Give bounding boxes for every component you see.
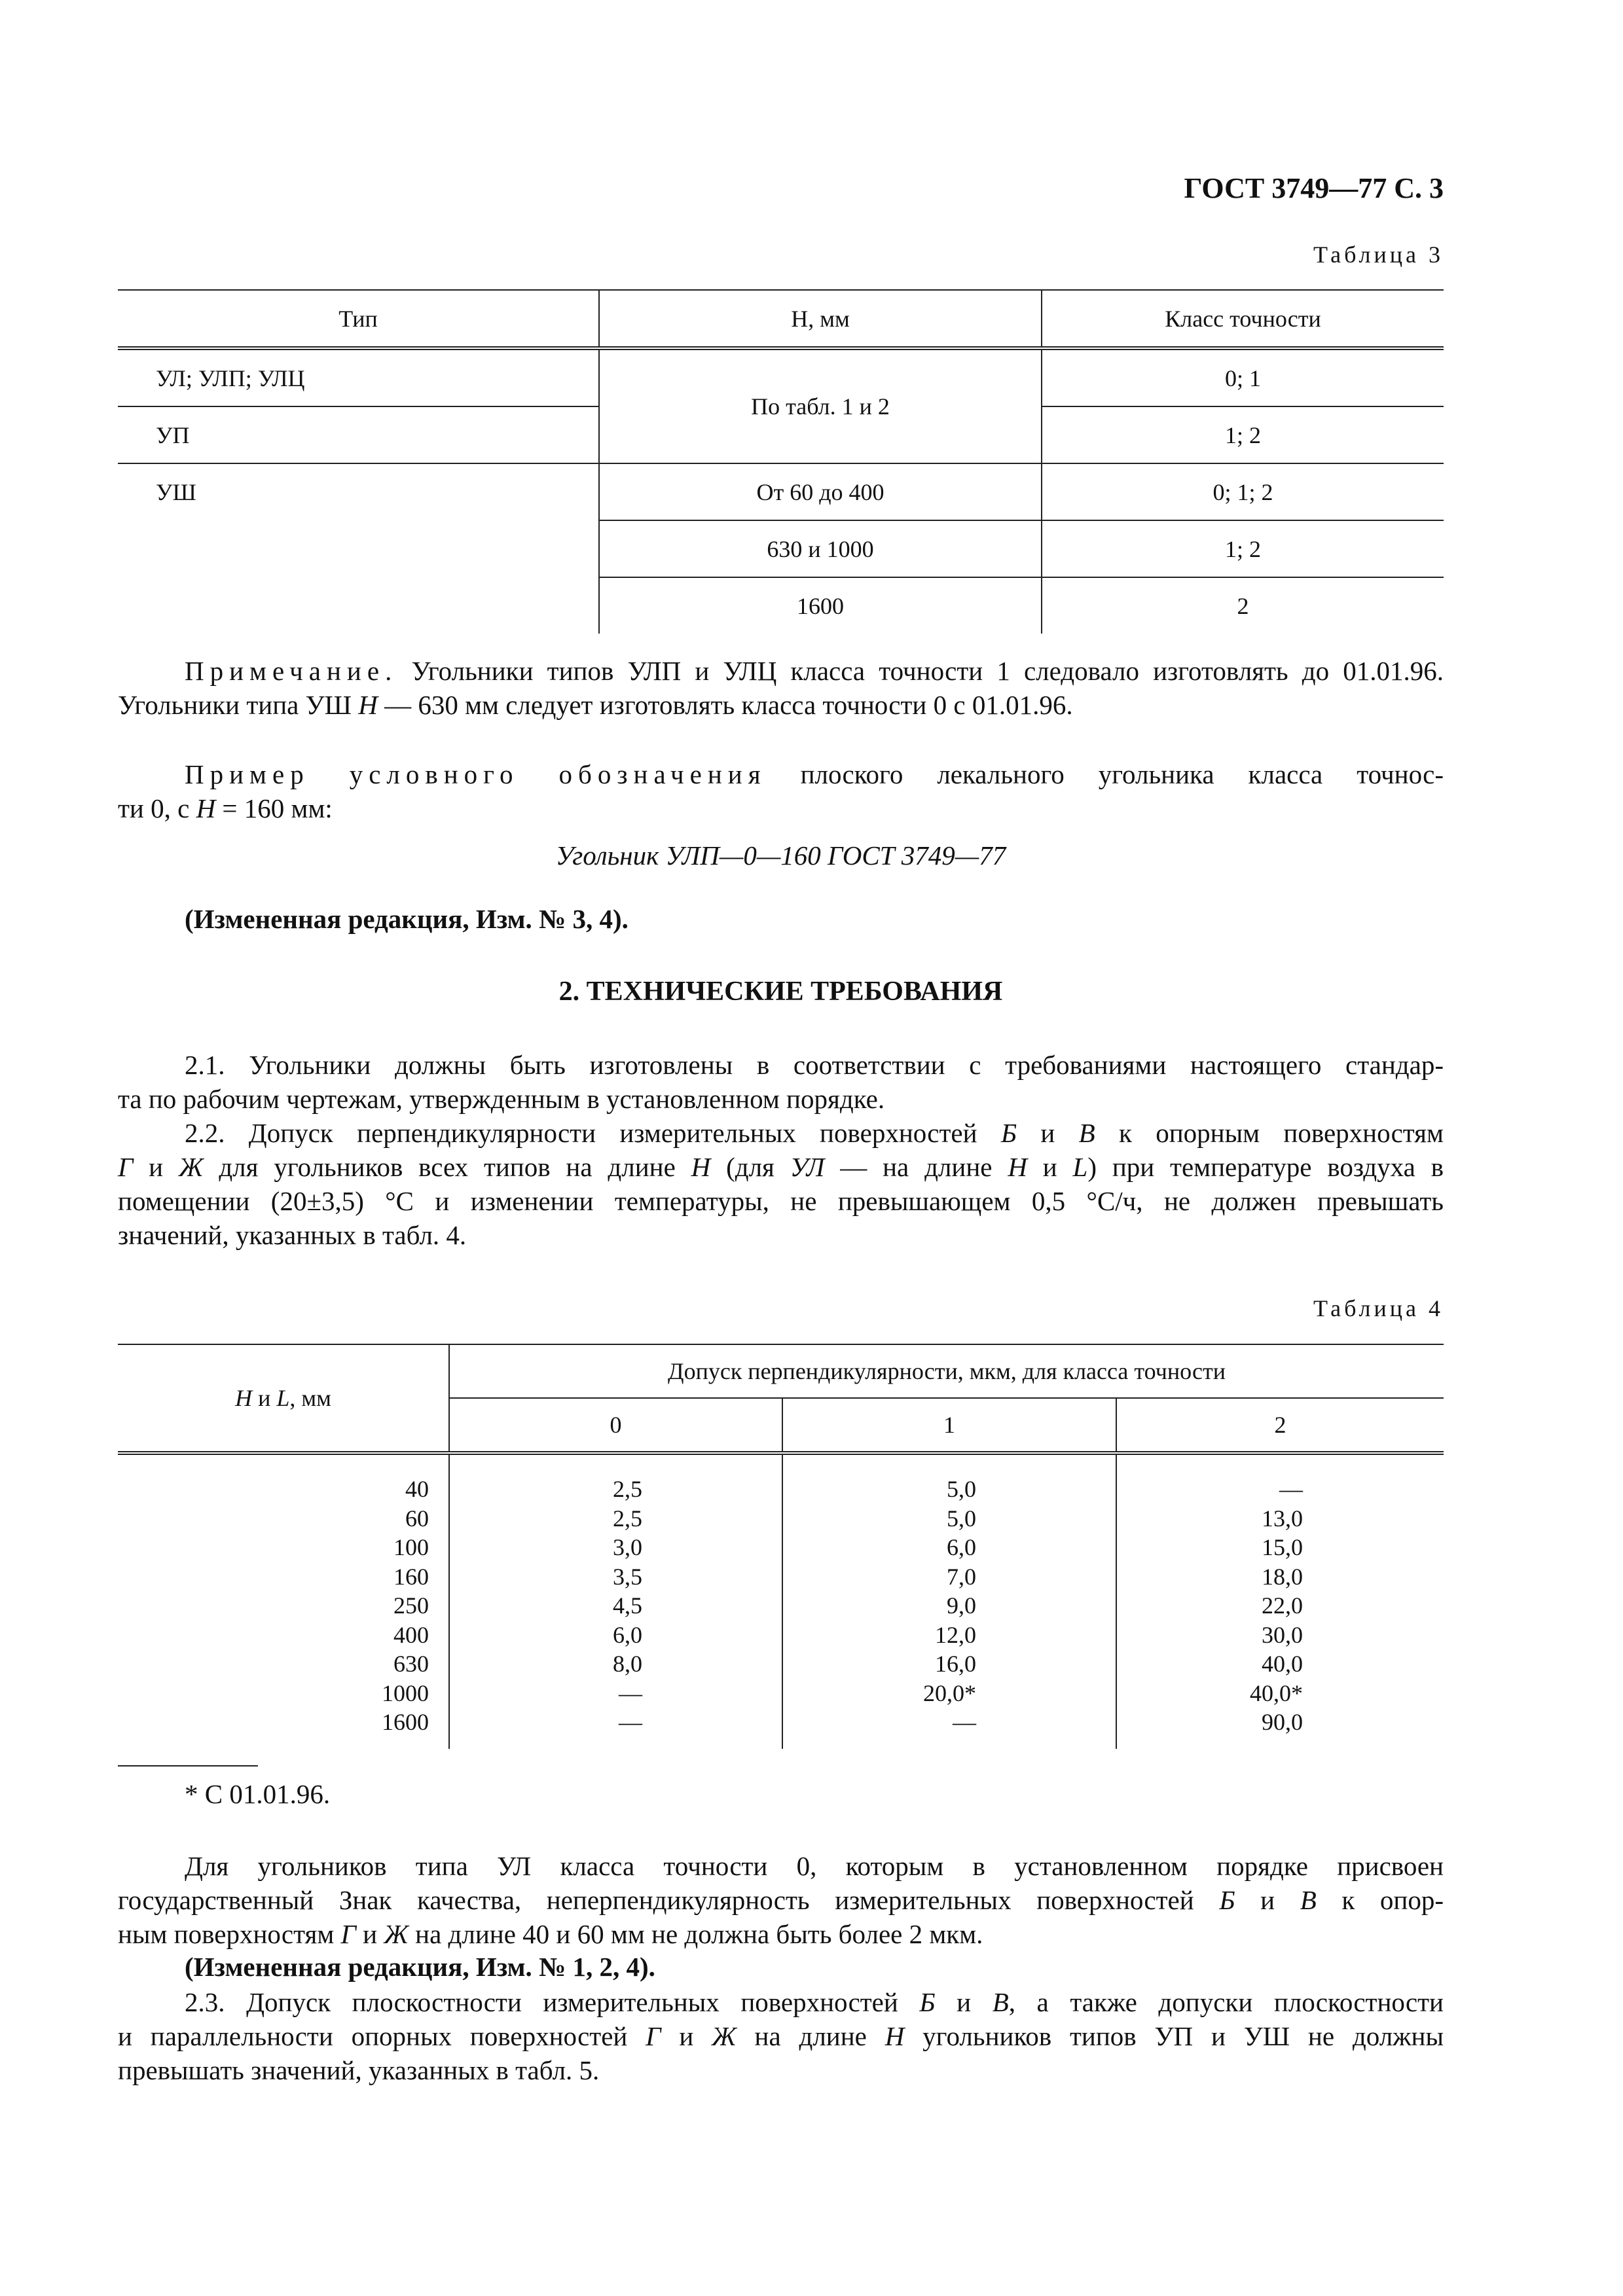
text-segment: и параллельности опорных поверхностей [118, 2021, 646, 2051]
table-row [118, 463, 1444, 520]
text-segment: ти 0, с [118, 793, 196, 823]
table-cell: 630 [393, 1651, 429, 1677]
table-cell: УП [118, 406, 599, 463]
table-cell: 60 [405, 1505, 429, 1532]
table-cell: УЛ; УЛП; УЛЦ [156, 365, 305, 391]
italic-symbol: Ж [384, 1919, 409, 1949]
table-cell: — [953, 1709, 976, 1735]
table4-class-2: 2 [1116, 1398, 1444, 1453]
table-cell: 400 [393, 1621, 429, 1648]
table-cell: 160 [393, 1563, 429, 1590]
italic-symbol: Б [1219, 1885, 1235, 1915]
text-line [118, 1849, 1444, 1883]
text-segment: Пример условного обозначения [185, 759, 767, 789]
text-line [118, 1082, 1444, 1116]
table-cell: 22,0 [1262, 1592, 1303, 1619]
table-cell: 13,0 [1262, 1505, 1303, 1532]
italic-symbol: В [992, 1987, 1009, 2017]
text-segment: и [935, 1987, 993, 2017]
table-cell: 40 [405, 1476, 429, 1502]
table-cell: 630 и 1000 [599, 520, 1042, 577]
text-segment: и [1027, 1152, 1073, 1182]
table3-header-class: Класс точности [1042, 290, 1444, 348]
text-segment: 2.1. Угольники должны быть изготовлены в соответствии с требованиями настоящего стандар- [185, 1050, 1444, 1080]
table-cell: 20,0* [923, 1679, 976, 1706]
table-cell: 40,0* [1250, 1679, 1303, 1706]
table4-col-class2 [1116, 1453, 1444, 1749]
italic-symbol: Ж [178, 1152, 204, 1182]
table-cell: 7,0 [947, 1563, 976, 1590]
italic-symbol: Ж [712, 2021, 737, 2051]
table4-class-1: 1 [782, 1398, 1116, 1453]
text-line [118, 757, 1444, 791]
text-segment: государственный Знак качества, неперпендикулярность измерительных поверхностей [118, 1885, 1220, 1915]
text-line [118, 2053, 1444, 2087]
table-cell: 1; 2 [1042, 406, 1444, 463]
italic-symbol: Н [1008, 1152, 1027, 1182]
table3 [118, 289, 1444, 634]
text-line [118, 2019, 1444, 2053]
text-line [118, 1883, 1444, 1917]
table-cell: 12,0 [935, 1621, 976, 1648]
page-header: ГОСТ 3749—77 С. 3 [1184, 172, 1444, 204]
table-cell: 90,0 [1262, 1709, 1303, 1735]
table-cell: 0; 1; 2 [1042, 463, 1444, 520]
table-cell: 1600 [599, 577, 1042, 634]
example-designation: Угольник УЛП—0—160 ГОСТ 3749—77 [555, 840, 1006, 870]
table-cell: 40,0 [1262, 1651, 1303, 1677]
paragraph-2-2 [118, 1116, 1444, 1252]
table4-col-hl [118, 1453, 449, 1749]
example-paragraph [118, 757, 1444, 825]
text-line [118, 1150, 1444, 1184]
section-title: 2. ТЕХНИЧЕСКИЕ ТРЕБОВАНИЯ [558, 977, 1003, 1007]
table4-label: Таблица 4 [1313, 1295, 1444, 1321]
text-segment: 2.3. Допуск плоскостности измерительных поверхностей [185, 1987, 920, 2017]
text-segment: и [1017, 1118, 1079, 1148]
table4-group-header: Допуск перпендикулярности, мкм, для класса точности [449, 1344, 1444, 1398]
table-cell: 100 [393, 1534, 429, 1560]
text-line [118, 1917, 1444, 1951]
text-segment: Угольники типа УШ [118, 690, 359, 720]
text-segment: — 630 мм следует изготовлять класса точности 0 с 01.01.96. [377, 690, 1073, 720]
italic-symbol: Г [340, 1919, 356, 1949]
table3-header-h: H, мм [599, 290, 1042, 348]
table-cell: — [619, 1679, 642, 1706]
table-cell: 2,5 [613, 1476, 642, 1502]
table-cell: 16,0 [935, 1651, 976, 1677]
table-cell: 18,0 [1262, 1563, 1303, 1590]
text-line [118, 688, 1444, 722]
paragraph-2-1 [118, 1048, 1444, 1116]
text-segment: та по рабочим чертежам, утвержденным в установленном порядке. [118, 1084, 885, 1114]
text-segment: — на длине [824, 1152, 1008, 1182]
table3-label: Таблица 3 [1313, 242, 1444, 268]
text-segment: плоского лекального угольника класса точнос- [766, 759, 1444, 789]
table-cell: От 60 до 400 [599, 463, 1042, 520]
amendment-note-1: (Измененная редакция, Изм. № 3, 4). [185, 904, 629, 934]
text-segment: для угольников всех типов на длине [203, 1152, 691, 1182]
table-cell: 3,0 [613, 1534, 642, 1560]
text-segment: и [356, 1919, 384, 1949]
table-cell: 1600 [382, 1709, 429, 1735]
italic-symbol: H [358, 690, 378, 720]
text-segment: на длине [736, 2021, 885, 2051]
text-segment: и [133, 1152, 179, 1182]
text-segment: Примечание. [185, 656, 398, 686]
italic-symbol: Б [919, 1987, 936, 2017]
text-line [118, 1184, 1444, 1218]
table-cell: 5,0 [947, 1505, 976, 1532]
text-line [118, 1116, 1444, 1150]
text-segment: значений, указанных в табл. 4. [118, 1220, 467, 1250]
text-line [118, 791, 1444, 825]
table-row [118, 348, 1444, 406]
table3-note [118, 654, 1444, 722]
italic-symbol: Н [884, 2021, 905, 2051]
table4-class-0: 0 [449, 1398, 782, 1453]
table-cell: 30,0 [1262, 1621, 1303, 1648]
table-cell: 3,5 [613, 1563, 642, 1590]
text-segment: 2.2. Допуск перпендикулярности измерительных поверхностей [185, 1118, 1001, 1148]
table-cell: 2 [1042, 577, 1444, 634]
text-segment: к опорным поверхностям [1095, 1118, 1444, 1148]
table-cell: 15,0 [1262, 1534, 1303, 1560]
table-cell: 5,0 [947, 1476, 976, 1502]
table4 [118, 1344, 1444, 1749]
footnote-divider [118, 1765, 258, 1767]
italic-symbol: В [1078, 1118, 1095, 1148]
table-cell: 6,0 [613, 1621, 642, 1648]
table-cell: — [1279, 1476, 1303, 1502]
table-cell: — [619, 1709, 642, 1735]
italic-symbol: УЛ [790, 1152, 825, 1182]
text-segment: превышать значений, указанных в табл. 5. [118, 2055, 600, 2085]
table-cell: 250 [393, 1592, 429, 1619]
table-cell: УШ [156, 479, 196, 505]
amendment-note-2: (Измененная редакция, Изм. № 1, 2, 4). [185, 1952, 655, 1982]
text-segment: и [661, 2021, 712, 2051]
table-cell: 8,0 [613, 1651, 642, 1677]
italic-symbol: Б [1000, 1118, 1017, 1148]
table-row [118, 1453, 1444, 1749]
text-line [118, 1048, 1444, 1082]
text-line [118, 654, 1444, 688]
text-segment: на длине 40 и 60 мм не должна быть более 2 мкм. [408, 1919, 983, 1949]
text-segment: и [1235, 1885, 1300, 1915]
footnote: * С 01.01.96. [185, 1779, 331, 1809]
italic-symbol: Н [691, 1152, 711, 1182]
text-line [118, 1985, 1444, 2019]
text-segment: Для угольников типа УЛ класса точности 0, которым в установленном порядке присвоен [185, 1851, 1444, 1881]
text-segment: к опор- [1316, 1885, 1444, 1915]
table-cell: По табл. 1 и 2 [599, 348, 1042, 463]
table4-col-class0 [449, 1453, 782, 1749]
text-segment: (для [710, 1152, 790, 1182]
table-cell: 1; 2 [1042, 520, 1444, 577]
table-cell: 1000 [382, 1679, 429, 1706]
table3-header-type: Тип [338, 305, 378, 332]
text-segment: Угольники типов УЛП и УЛЦ класса точности 1 следовало изготовлять до 01.01.96. [397, 656, 1444, 686]
text-segment: ным поверхностям [118, 1919, 341, 1949]
italic-symbol: Г [118, 1152, 134, 1182]
italic-symbol: H [196, 793, 216, 823]
italic-symbol: L [1072, 1152, 1088, 1182]
table-cell: 0; 1 [1042, 348, 1444, 406]
text-segment: = 160 мм: [215, 793, 333, 823]
table-cell: 2,5 [613, 1505, 642, 1532]
paragraph-2-3 [118, 1985, 1444, 2087]
text-segment: , а также допуски плоскостности [1008, 1987, 1444, 2017]
italic-symbol: Г [646, 2021, 661, 2051]
text-line [118, 1218, 1444, 1252]
text-segment: помещении (20±3,5) °С и изменении температуры, не превышающем 0,5 °С/ч, не должен превышать [118, 1186, 1444, 1216]
table4-header-hl: Н и L, мм [235, 1385, 331, 1411]
table-cell: 9,0 [947, 1592, 976, 1619]
italic-symbol: В [1300, 1885, 1317, 1915]
text-segment: ) при температуре воздуха в [1087, 1152, 1444, 1182]
table-cell: 4,5 [613, 1592, 642, 1619]
table-cell: 6,0 [947, 1534, 976, 1560]
text-segment: угольников типов УП и УШ не должны [904, 2021, 1444, 2051]
table4-col-class1 [782, 1453, 1116, 1749]
paragraph-quality-mark [118, 1849, 1444, 1951]
